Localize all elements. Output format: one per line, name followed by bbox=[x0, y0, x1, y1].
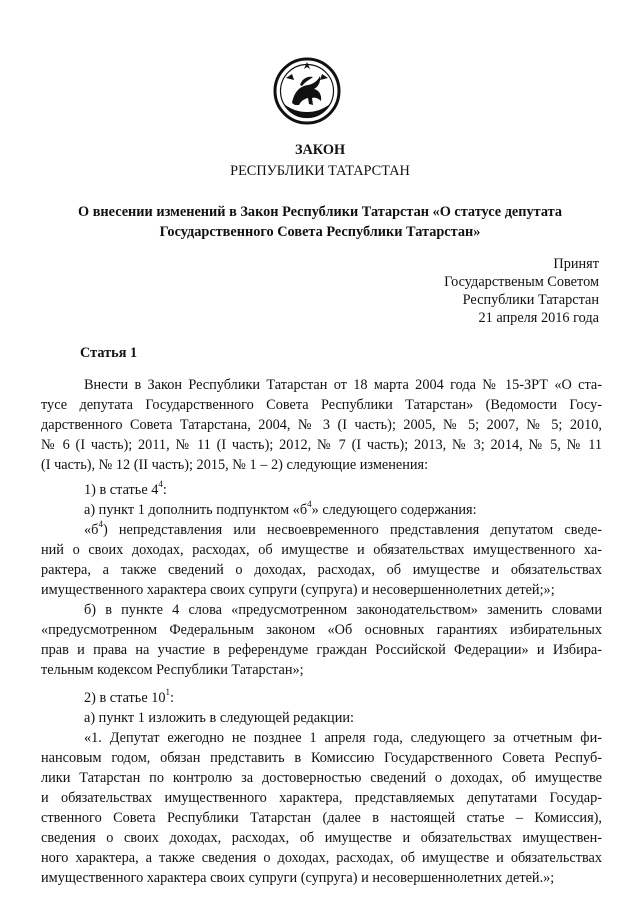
law-title-line-1: О внесении изменений в Закон Республики Татарстан «О статусе депутата bbox=[78, 204, 562, 220]
adopted-line-2: Государственым Советом bbox=[444, 274, 599, 290]
item-1-b-line-2: «предусмотренном Федеральным законом «Об основных гарантиях избирательных bbox=[41, 622, 602, 638]
item-2-quote-line-2: нансовым годом, обязан представить в Комиссию Государственного Совета Респуб- bbox=[41, 750, 602, 766]
adopted-line-3: Республики Татарстан bbox=[462, 292, 599, 308]
item-2-quote-line-6: сведения о своих доходах, расходах, об имуществе и обязательствах имуществен- bbox=[41, 830, 602, 846]
quote-b4-line-2: ний о своих доходах, расходах, об имуществе и обязательствах имущественного ха- bbox=[41, 542, 602, 558]
item-2-quote-line-7: ного характера, а также сведения о доходах, расходах, об имуществе и обязательствах bbox=[41, 850, 602, 866]
item-1-b-line-4: тельным кодексом Республики Татарстан»; bbox=[41, 662, 304, 678]
quote-b4-line-4: имущественного характера своих супруги (супруга) и несовершеннолетних детей;»; bbox=[41, 582, 555, 598]
tatarstan-emblem-icon bbox=[272, 56, 342, 126]
document-subtitle: РЕСПУБЛИКИ ТАТАРСТАН bbox=[230, 163, 410, 179]
adopted-date: 21 апреля 2016 года bbox=[478, 310, 599, 326]
quote-b4-line-3: рактера, а также сведений о доходах, расходах, об имуществе и обязательствах bbox=[41, 562, 602, 578]
item-2-a: а) пункт 1 изложить в следующей редакции: bbox=[84, 710, 354, 726]
item-1: 1) в статье $4^4$: bbox=[84, 479, 167, 498]
document-title: ЗАКОН bbox=[294, 142, 346, 158]
item-2-quote-line-4: и обязательствах имущественного характера, представляемых депутатами Государ- bbox=[41, 790, 602, 806]
intro-line-4: № 6 (I часть); 2011, № 11 (I часть); 2012, № 7 (I часть); 2013, № 3; 2014, № 5, № 11 bbox=[41, 437, 602, 453]
item-2-quote-line-3: лики Татарстан по контролю за достоверностью сведений о доходах, об имуществе bbox=[41, 770, 602, 786]
item-2-quote-line-8: имущественного характера своих супруги (супруга) и несовершеннолетних детей.»; bbox=[41, 870, 555, 886]
item-2-quote-line-5: ственного Совета Республики Татарстан (далее в настоящей статье – Комиссия), bbox=[41, 810, 602, 826]
adopted-line-1: Принят bbox=[553, 256, 599, 272]
quote-b4-line-1: «$б^4$) непредставления или несвоевременного представления депутатом сведе- bbox=[84, 519, 602, 538]
item-2: 2) в статье $10^1$: bbox=[84, 687, 175, 706]
article-heading: Статья 1 bbox=[80, 345, 138, 361]
intro-line-5: (I часть), № 12 (II часть); 2015, № 1 – 2) следующие изменения: bbox=[41, 457, 429, 473]
item-2-quote-line-1: «1. Депутат ежегодно не позднее 1 апреля года, следующего за отчетным фи- bbox=[84, 730, 602, 746]
item-1-b-line-1: б) в пункте 4 слова «предусмотренном законодательством» заменить словами bbox=[84, 602, 602, 618]
intro-line-2: тусе депутата Государственного Совета Республики Татарстан» (Ведомости Госу- bbox=[41, 397, 602, 413]
item-1-b-line-3: прав и права на участие в референдуме граждан Российской Федерации» и Избира- bbox=[41, 642, 602, 658]
law-title-line-2: Государственного Совета Республики Татарстан» bbox=[159, 224, 481, 240]
item-1-a: а) пункт 1 дополнить подпунктом «$б^4$» следующего содержания: bbox=[84, 499, 477, 518]
intro-line-1: Внести в Закон Республики Татарстан от 18 марта 2004 года № 15-ЗРТ «О ста- bbox=[84, 377, 602, 393]
intro-line-3: дарственного Совета Татарстана, 2004, № 3 (I часть); 2005, № 5; 2007, № 5; 2010, bbox=[41, 417, 602, 433]
